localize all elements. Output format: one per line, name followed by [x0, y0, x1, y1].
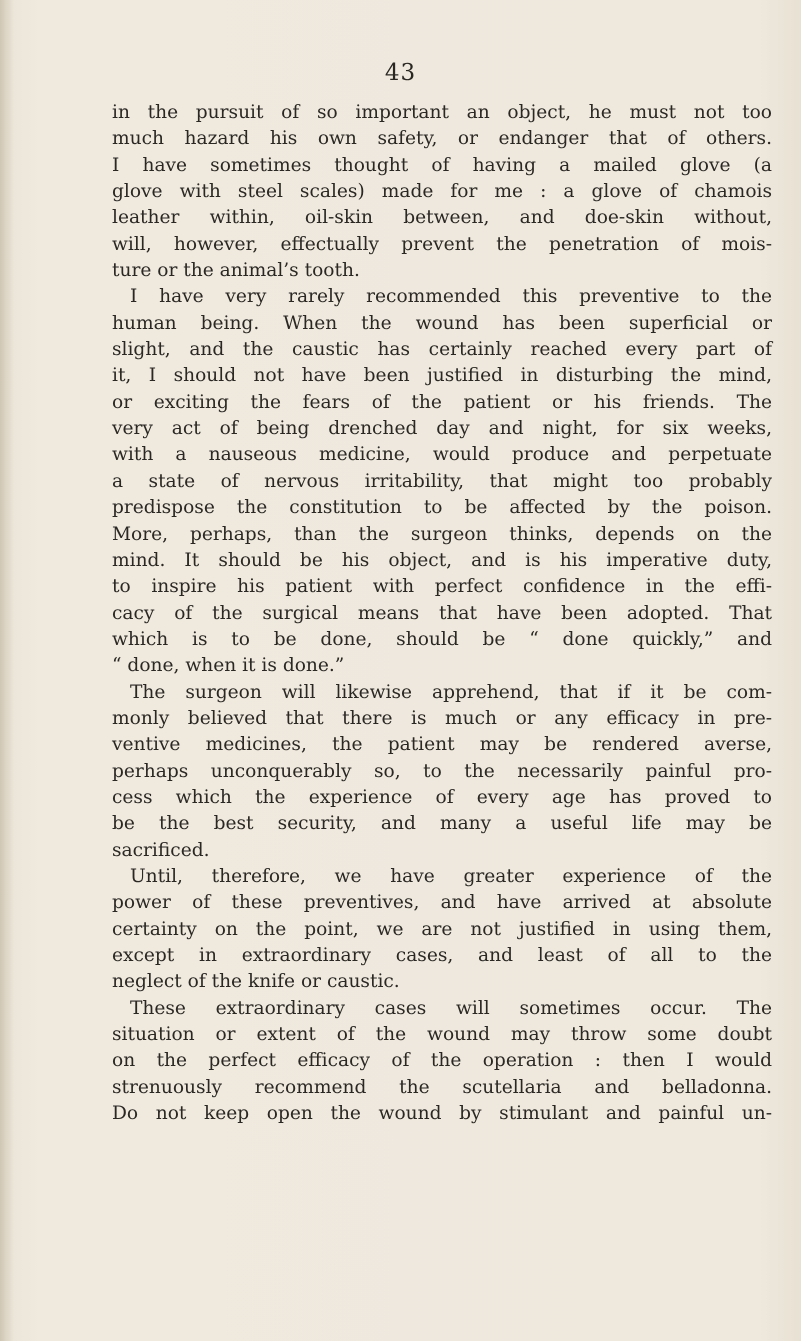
text-line: predispose the constitution to be affected by the poison. — [112, 497, 772, 519]
text-line: I have very rarely recommended this preventive to the — [130, 286, 772, 308]
text-line: will, however, effectually prevent the penetration of mois- — [112, 233, 772, 255]
text-line: neglect of the knife or caustic. — [112, 971, 400, 993]
text-line: on the perfect efficacy of the operation : then I would — [112, 1050, 772, 1072]
text-line: perhaps unconquerably so, to the necessarily painful pro- — [112, 760, 772, 782]
text-line: or exciting the fears of the patient or his friends. The — [112, 391, 772, 413]
page-gutter-shadow — [0, 0, 14, 1341]
text-line: I have sometimes thought of having a mailed glove (a — [112, 154, 772, 176]
text-line: ture or the animal’s tooth. — [112, 260, 360, 282]
text-line: The surgeon will likewise apprehend, that if it be com- — [130, 681, 772, 703]
text-line: a state of nervous irritability, that might too probably — [112, 470, 772, 492]
text-line: These extraordinary cases will sometimes occur. The — [130, 997, 772, 1019]
text-line: mind. It should be his object, and is his imperative duty, — [112, 549, 772, 571]
text-line: strenuously recommend the scutellaria and belladonna. — [112, 1076, 772, 1098]
text-line: cess which the experience of every age has proved to — [112, 786, 772, 808]
text-line: it, I should not have been justified in disturbing the mind, — [112, 365, 772, 387]
text-line: “ done, when it is done.” — [112, 655, 345, 677]
text-line: power of these preventives, and have arrived at absolute — [112, 892, 772, 914]
text-line: very act of being drenched day and night, for six weeks, — [112, 418, 772, 440]
text-line: cacy of the surgical means that have been adopted. That — [112, 602, 772, 624]
text-line: in the pursuit of so important an object, he must not too — [112, 102, 772, 123]
text-line: Until, therefore, we have greater experience of the — [130, 865, 772, 887]
text-line: More, perhaps, than the surgeon thinks, depends on the — [112, 523, 772, 545]
text-line: which is to be done, should be “ done quickly,” and — [112, 628, 772, 650]
text-line: slight, and the caustic has certainly reached every part of — [112, 339, 772, 361]
text-line: with a nauseous medicine, would produce and perpetuate — [112, 444, 772, 466]
text-line: be the best security, and many a useful life may be — [112, 813, 772, 835]
text-line: much hazard his own safety, or endanger that of others. — [112, 128, 772, 150]
page-number: 43 — [384, 60, 417, 86]
text-line: Do not keep open the wound by stimulant and painful un- — [112, 1103, 772, 1125]
text-line: situation or extent of the wound may throw some doubt — [112, 1024, 772, 1046]
text-line: to inspire his patient with perfect confidence in the effi- — [112, 576, 772, 598]
text-line: monly believed that there is much or any efficacy in pre- — [112, 707, 772, 729]
text-line: sacrificed. — [112, 839, 210, 861]
text-line: glove with steel scales) made for me : a glove of chamois — [112, 181, 772, 203]
text-line: except in extraordinary cases, and least of all to the — [112, 945, 772, 966]
body-text — [112, 100, 772, 1127]
text-line: leather within, oil-skin between, and doe-skin without, — [112, 207, 772, 229]
text-line: ventive medicines, the patient may be rendered averse, — [112, 734, 772, 756]
text-line: human being. When the wound has been superficial or — [112, 312, 772, 334]
text-line: certainty on the point, we are not justified in using them, — [112, 918, 772, 940]
